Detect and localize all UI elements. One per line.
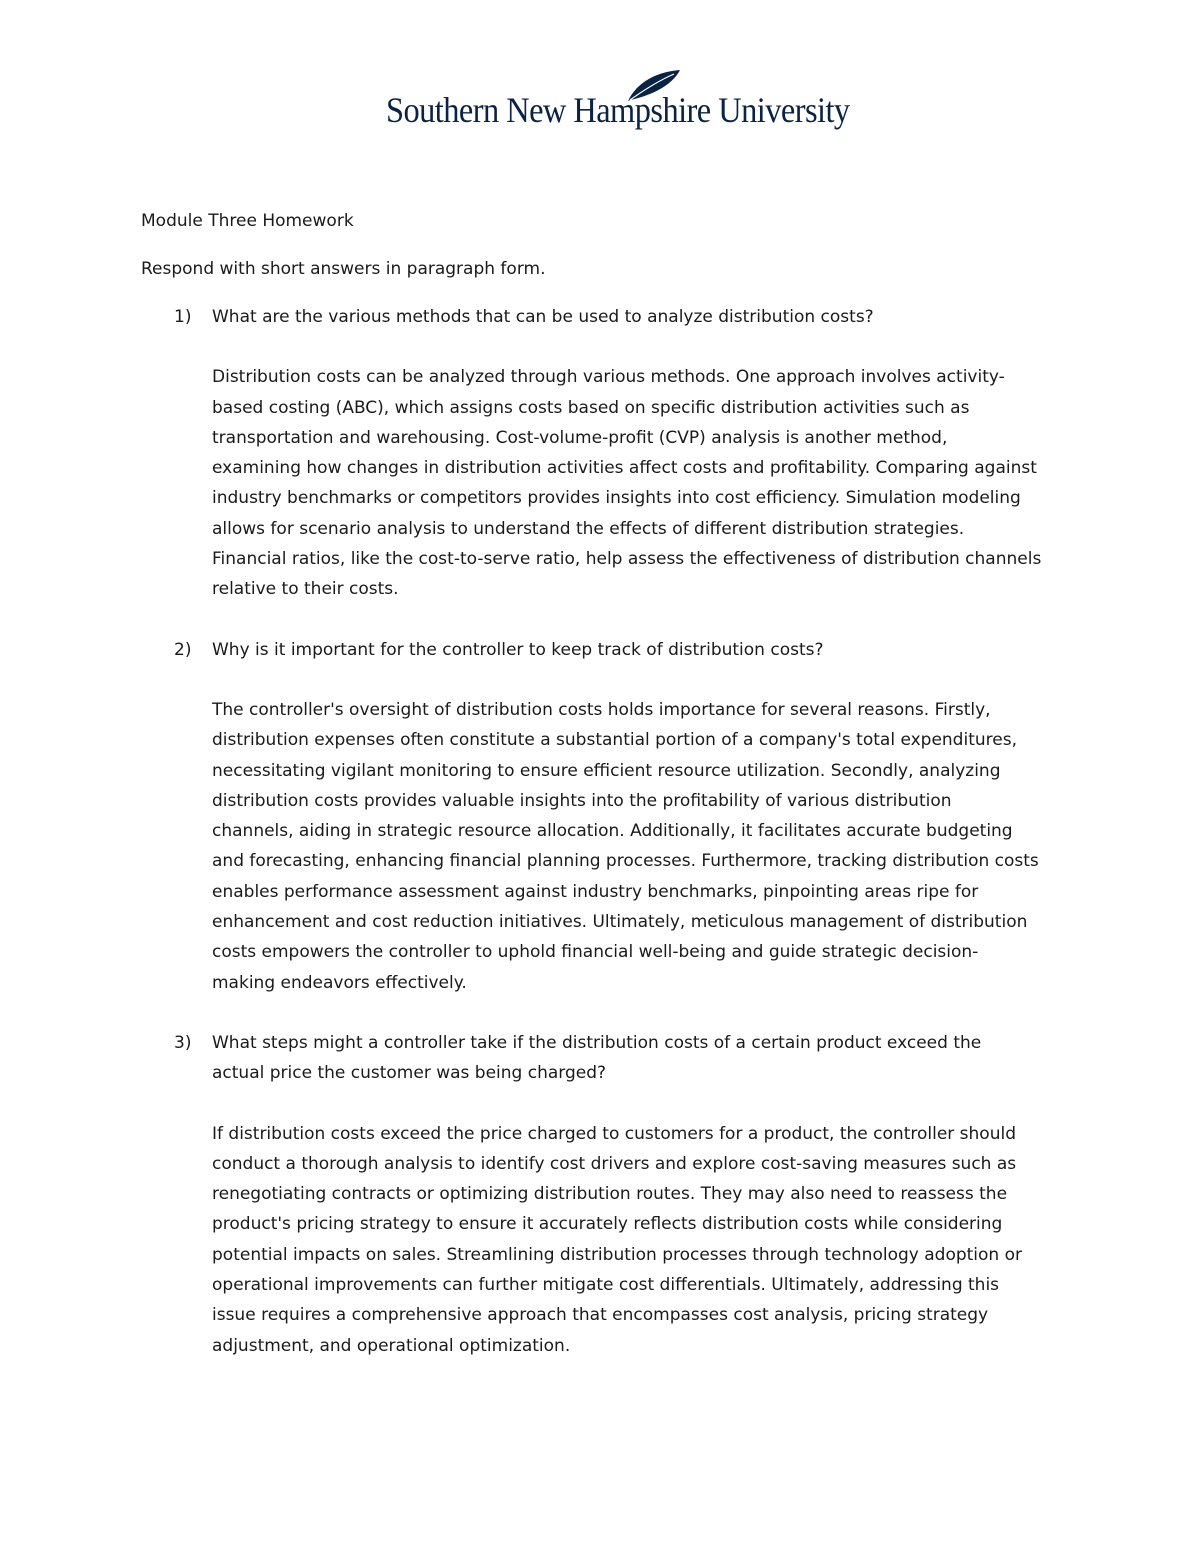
answer-line: distribution costs provides valuable insights into the profitability of various distribution	[212, 790, 952, 811]
question-item	[141, 1028, 1071, 1361]
question-number: 1)	[174, 307, 192, 327]
answer-line: relative to their costs.	[212, 579, 399, 600]
question-line: actual price the customer was being charged?	[212, 1063, 607, 1084]
question-number: 2)	[174, 639, 192, 660]
question-item	[141, 302, 1071, 605]
answer-line: distribution expenses often constitute a substantial portion of a company's total expenditures,	[212, 730, 1017, 751]
answer-line: costs empowers the controller to uphold financial well-being and guide strategic decision-	[212, 942, 979, 963]
answer-line: product's pricing strategy to ensure it accurately reflects distribution costs while considering	[212, 1214, 1003, 1235]
question-text	[212, 635, 1071, 665]
answer-line: industry benchmarks or competitors provides insights into cost efficiency. Simulation modeling	[212, 488, 1021, 509]
answer-line: examining how changes in distribution activities affect costs and profitability. Comparing against	[212, 458, 1037, 479]
answer-line: operational improvements can further mitigate cost differentials. Ultimately, addressing this	[212, 1275, 1000, 1296]
question-list	[141, 302, 1071, 1361]
document-body	[141, 206, 1071, 1361]
answer-line: issue requires a comprehensive approach that encompasses cost analysis, pricing strategy	[212, 1305, 989, 1326]
answer-line: potential impacts on sales. Streamlining distribution processes through technology adoption or	[212, 1244, 1022, 1265]
answer-line: allows for scenario analysis to understand the effects of different distribution strategies.	[212, 518, 965, 539]
answer-line: transportation and warehousing. Cost-volume-profit (CVP) analysis is another method,	[212, 427, 948, 448]
question-text	[212, 302, 1071, 332]
answer-paragraph	[212, 695, 1071, 998]
answer-line: necessitating vigilant monitoring to ensure efficient resource utilization. Secondly, analyzing	[212, 760, 1001, 781]
instruction-text: Respond with short answers in paragraph form.	[141, 259, 546, 279]
answer-line: conduct a thorough analysis to identify cost drivers and explore cost-saving measures such as	[212, 1153, 1017, 1174]
answer-line: channels, aiding in strategic resource allocation. Additionally, it facilitates accurate budgeting	[212, 821, 1013, 842]
answer-line: Distribution costs can be analyzed through various methods. One approach involves activity-	[212, 367, 1005, 388]
question-item	[141, 635, 1071, 998]
document-title: Module Three Homework	[141, 211, 354, 231]
question-line: What steps might a controller take if the distribution costs of a certain product exceed the	[212, 1032, 982, 1053]
answer-line: Financial ratios, like the cost-to-serve ratio, help assess the effectiveness of distribution channels	[212, 549, 1042, 570]
question-text	[212, 1028, 1071, 1089]
answer-line: enables performance assessment against industry benchmarks, pinpointing areas ripe for	[212, 881, 979, 902]
answer-line: and forecasting, enhancing financial planning processes. Furthermore, tracking distribution costs	[212, 851, 1039, 872]
logo-wordmark: Southern New Hampshire University	[386, 90, 850, 130]
question-line: What are the various methods that can be used to analyze distribution costs?	[212, 307, 874, 327]
question-number: 3)	[174, 1032, 192, 1053]
question-line: Why is it important for the controller to keep track of distribution costs?	[212, 639, 824, 660]
university-logo	[386, 68, 850, 140]
answer-line: adjustment, and operational optimization.	[212, 1335, 571, 1356]
answer-line: based costing (ABC), which assigns costs based on specific distribution activities such as	[212, 397, 970, 418]
answer-line: making endeavors effectively.	[212, 972, 467, 993]
answer-line: If distribution costs exceed the price charged to customers for a product, the controller should	[212, 1123, 1016, 1144]
answer-line: renegotiating contracts or optimizing distribution routes. They may also need to reassess the	[212, 1184, 1008, 1205]
answer-paragraph	[212, 1119, 1071, 1361]
answer-line: enhancement and cost reduction initiatives. Ultimately, meticulous management of distribution	[212, 912, 1028, 933]
answer-line: The controller's oversight of distribution costs holds importance for several reasons. Firstly,	[212, 699, 991, 720]
answer-paragraph	[212, 362, 1071, 604]
